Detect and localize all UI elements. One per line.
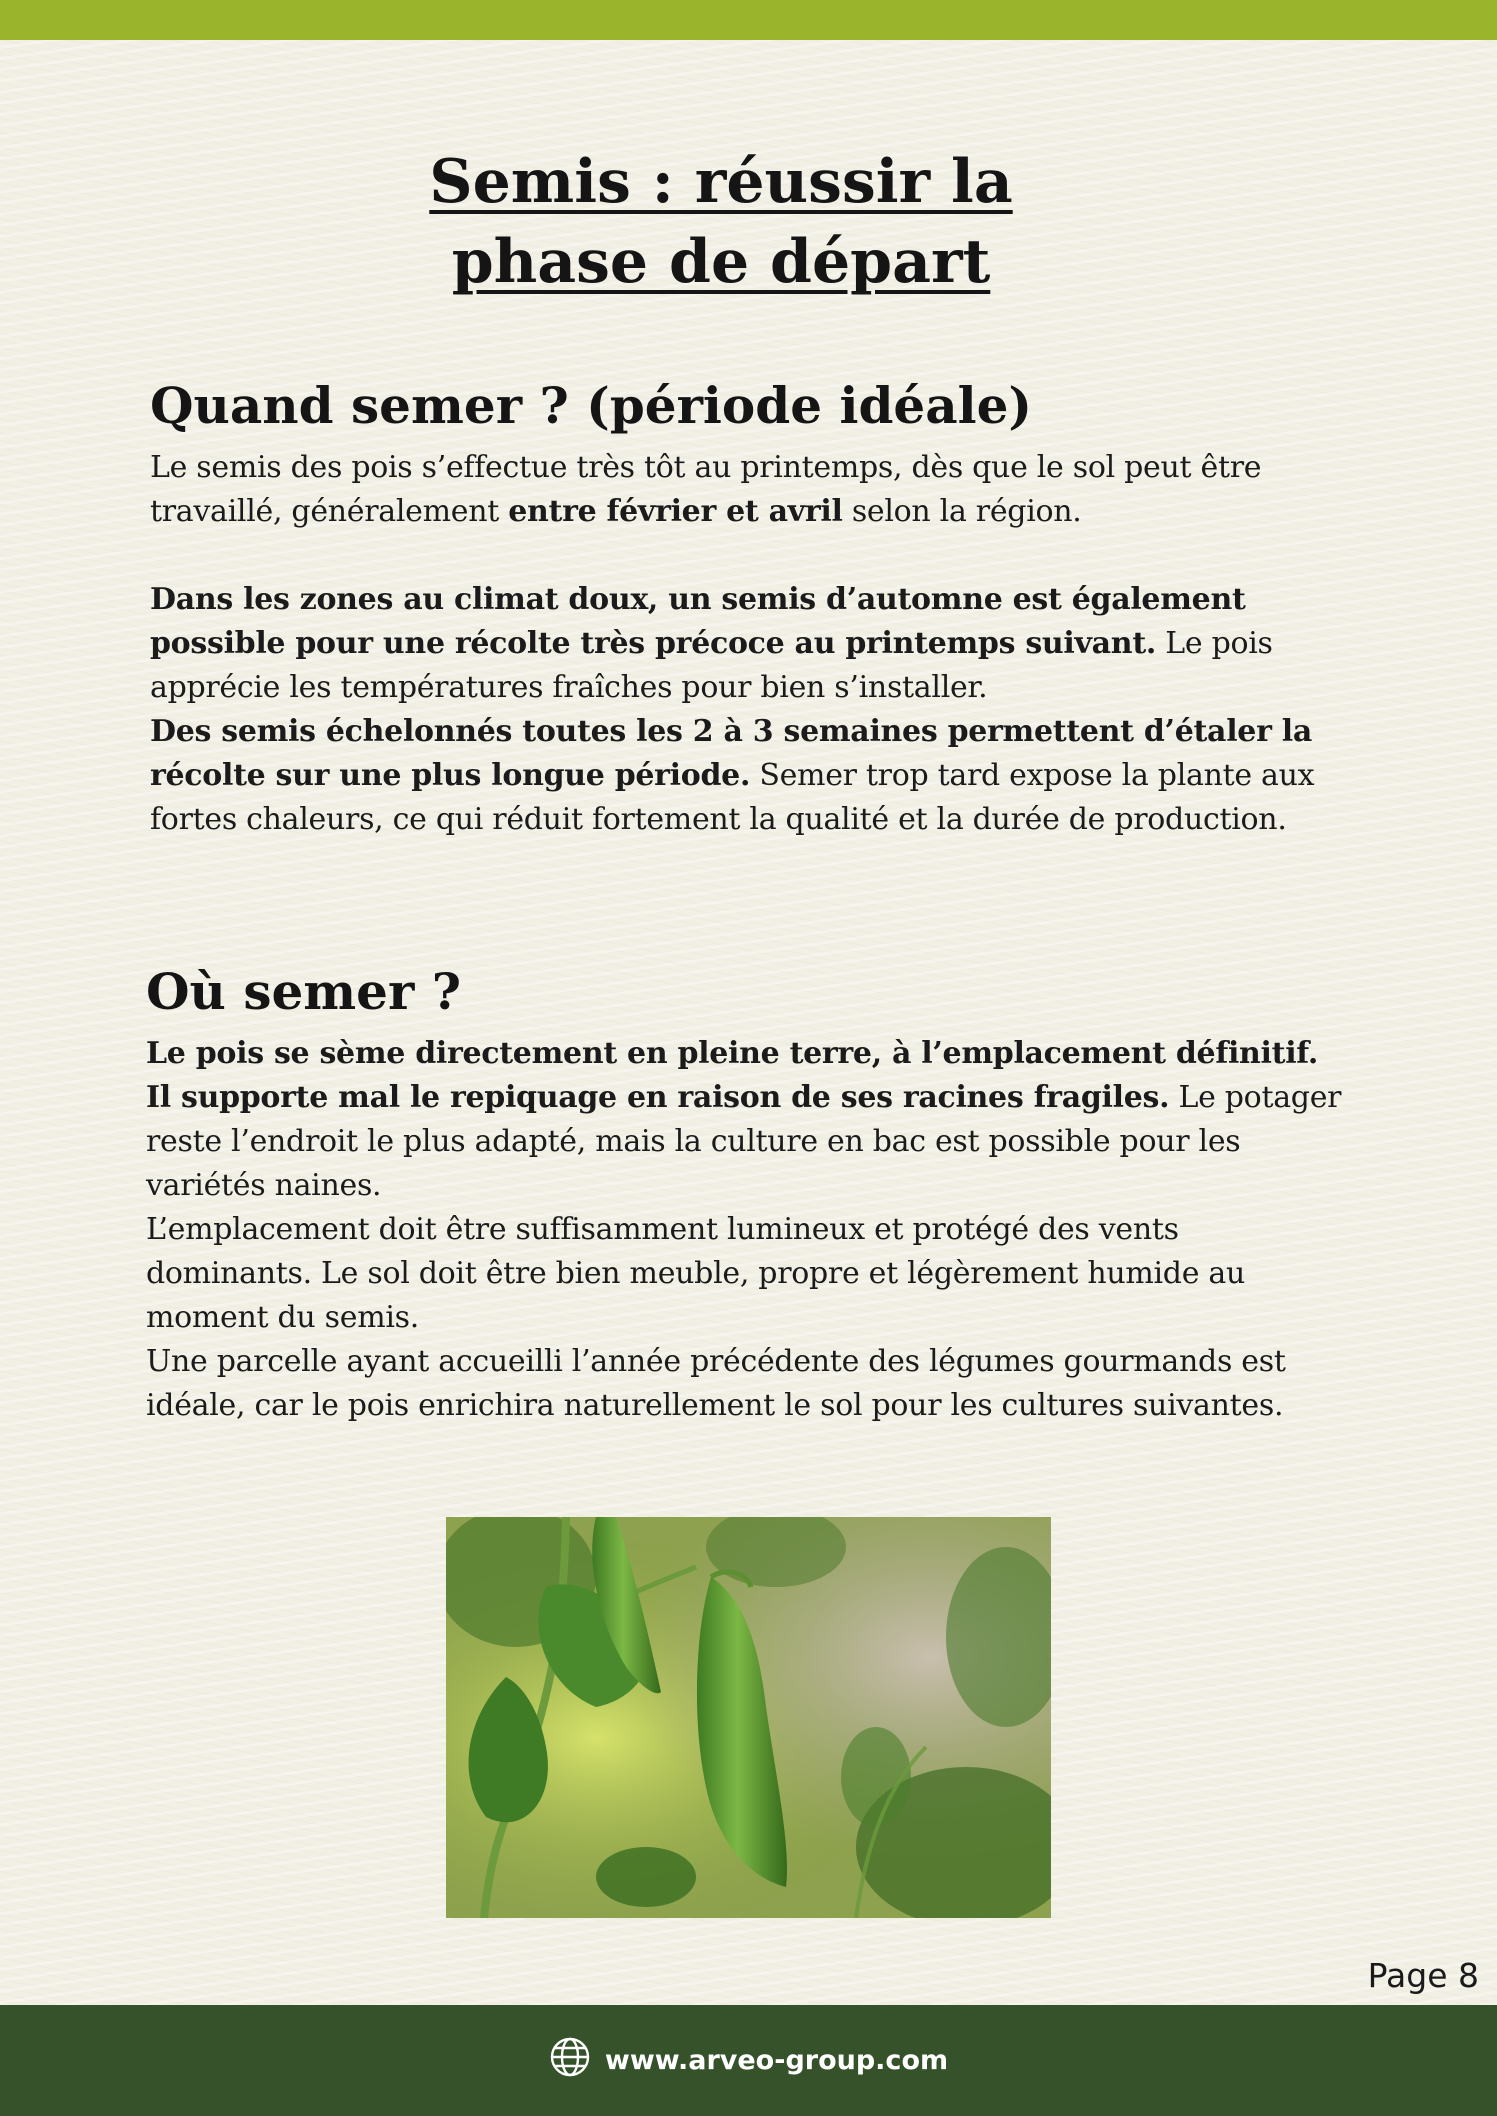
text-run: Le potager reste l’endroit le plus adapté, mais la culture en bac est possible pour les variétés naines. (146, 1080, 1342, 1203)
section-when-to-sow (150, 372, 1350, 842)
bold-text: entre février et avril (508, 494, 843, 529)
bold-text: Dans les zones au climat doux, un semis d’automne est également possible pour une récolte très précoce au printemps suivant. (150, 582, 1246, 661)
text-run: Le pois apprécie les températures fraîches pour bien s’installer. (150, 626, 1273, 705)
bold-text: Des semis échelonnés toutes les 2 à 3 semaines permettent d’étaler la récolte sur une plus longue période. (150, 714, 1312, 793)
paragraph (146, 1032, 1346, 1208)
text-run: Semer trop tard expose la plante aux fortes chaleurs, ce qui réduit fortement la qualité et la durée de production. (150, 758, 1315, 837)
paragraph: Une parcelle ayant accueilli l’année précédente des légumes gourmands est idéale, car le pois enrichira naturellement le sol pour les cultures suivantes. (146, 1344, 1286, 1423)
paragraph (150, 710, 1350, 842)
pea-pod-photo (446, 1517, 1051, 1918)
page-title-line-2: phase de départ (451, 227, 991, 297)
footer (0, 2005, 1497, 2116)
section-where-to-sow (146, 958, 1346, 1428)
page-title-line-1: Semis : réussir la (429, 147, 1013, 217)
top-accent-bar (0, 0, 1497, 40)
bold-text: Le pois se sème directement en pleine terre, à l’emplacement définitif. Il supporte mal le repiquage en raison de ses racines fragiles. (146, 1036, 1318, 1115)
section-heading-when: Quand semer ? (période idéale) (150, 376, 1033, 435)
section-heading-where: Où semer ? (146, 962, 462, 1021)
page-number: Page 8 (1367, 1956, 1479, 1995)
page-title (300, 142, 1142, 302)
paragraph (150, 446, 1350, 534)
text-run: selon la région. (842, 494, 1082, 529)
globe-icon (549, 2036, 591, 2085)
paragraph (150, 578, 1350, 710)
website-link[interactable] (549, 2036, 948, 2085)
paragraph: L’emplacement doit être suffisamment lumineux et protégé des vents dominants. Le sol doit être bien meuble, propre et légèrement humide au moment du semis. (146, 1212, 1245, 1335)
text-run: Le semis des pois s’effectue très tôt au printemps, dès que le sol peut être travaillé, généralement (150, 450, 1262, 529)
website-url: www.arveo-group.com (604, 2045, 949, 2076)
